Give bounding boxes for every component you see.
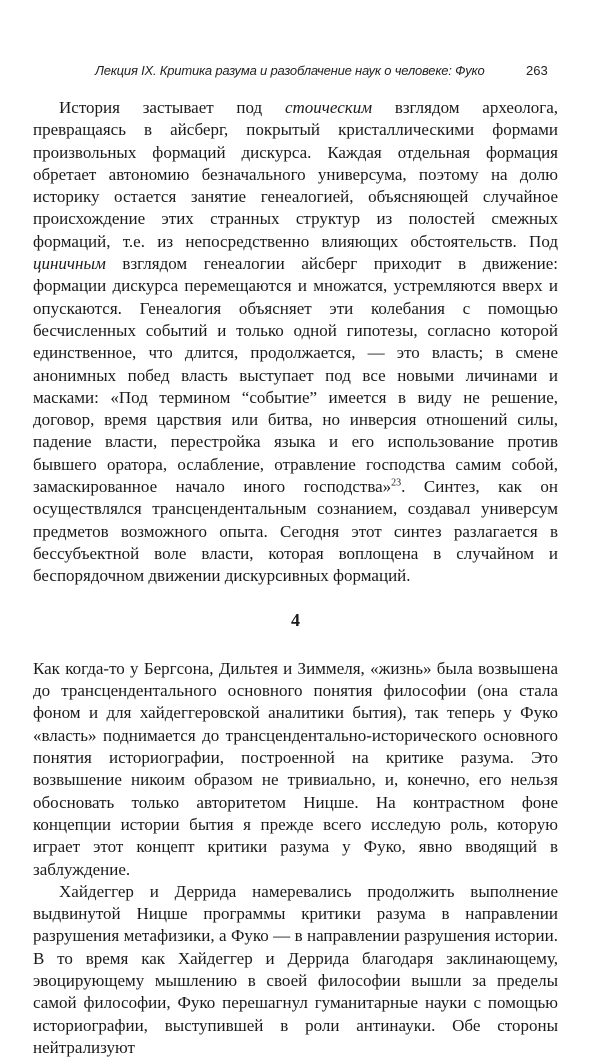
section-number: 4: [291, 609, 300, 630]
text-run: взглядом археолога, превращаясь в айсберг, покрытый кристаллическими формами произвольных формаций дискурса. Каждая отдельная формация обретает автономию безначального универсума, поэтому на долю историку остается занятие генеалогией, объясняющей случайное происхождение этих странных структур из полостей смежных формаций, т.е. из непосредственно влияющих обстоятельств. Под: [33, 98, 559, 251]
emphasis: циничным: [33, 254, 106, 274]
text-run: взглядом генеалогии айсберг приходит в движение: формации дискурса перемещаются и множатся, устремляются вверх и опускаются. Генеалогия объясняет эти колебания с помощью бесчисленных событий и только одной гипотезы, согласно которой единственное, что длится, продолжается, — это власть; в смене анонимных побед власть выступает под все новыми личинами и масками: «Под термином “событие” имеется в виду не решение, договор, время царствия или битва, но инверсия отношений силы, падение власти, перестройка языка и его использование против бывшего оратора, ослабление, отравление господства самим собой, замаскированное начало иного господства»: [33, 254, 558, 497]
emphasis: стоическим: [284, 98, 373, 117]
body-text: [33, 97, 558, 1059]
paragraph: Хайдеггер и Деррида намеревались продолжить выполнение выдвинутой Ницше программы критики разума в направлении разрушения метафизики, а Фуко — в направлении разрушения истории. В то время как Хайдеггер и Деррида благодаря заклинающему, эвоцирующему мышлению в своей философии вышли за пределы самой философии, Фуко перешагнул гуманитарные науки с помощью историографии, выступившей в роли антинауки. Обе стороны нейтрализуют: [33, 881, 558, 1057]
paragraph: [33, 97, 558, 588]
footnote-ref: 23: [391, 477, 402, 489]
page-number: 263: [526, 63, 548, 78]
paragraph: Как когда-то у Бергсона, Дильтея и Зиммеля, «жизнь» была возвышена до трансцендентального основного понятия философии (она стала фоном и для хайдеггеровской аналитики бытия), так теперь у Фуко «власть» поднимается до трансцендентально-исторического основного понятия историографии, построенной на критике разума. Это возвышение никоим образом не тривиально, и, конечно, его нельзя обосновать только авторитетом Ницше. На контрастном фоне концепции истории бытия я прежде всего исследую роль, которую играет этот концепт критики разума у Фуко, явно вводящий в заблуждение.: [33, 658, 558, 879]
text-run: . Синтез, как он осуществлялся трансцендентальным сознанием, создавал универсум предметов возможного опыта. Сегодня этот синтез разлагается в бессубъектной воле власти, которая воплощена в случайном и беспорядочном движении дискурсивных формаций.: [33, 477, 558, 586]
running-head: Лекция IX. Критика разума и разоблачение наук о человеке: Фуко: [95, 63, 485, 78]
text-run: История застывает под: [59, 98, 285, 117]
